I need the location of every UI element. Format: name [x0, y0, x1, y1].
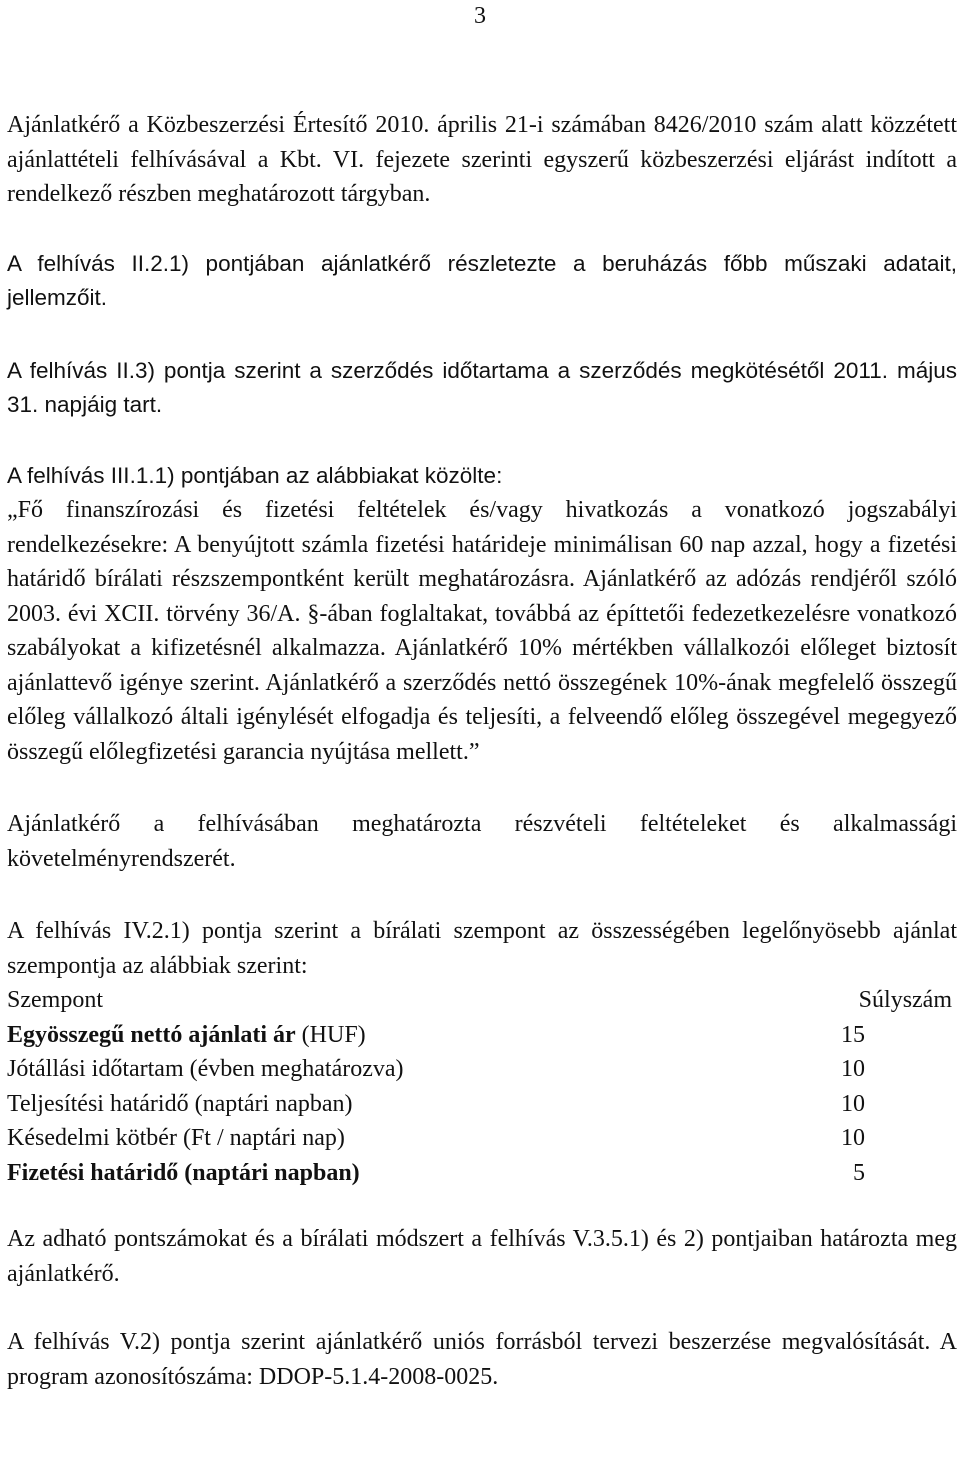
criteria-table-header [7, 983, 957, 1018]
table-row [7, 1087, 957, 1122]
paragraph-scoring-method: Az adható pontszámokat és a bírálati módszert a felhívás V.3.5.1) és 2) pontjaiban határozta meg ajánlatkérő. [7, 1226, 957, 1287]
criterion-text: (HUF) [295, 1021, 366, 1048]
weight-cell: 5 [853, 1159, 865, 1186]
criterion-text: Teljesítési határidő (naptári napban) [7, 1090, 353, 1117]
table-row [7, 1121, 957, 1156]
table-row [7, 1018, 957, 1053]
weight-cell: 15 [841, 1021, 865, 1048]
header-weight: Súlyszám [858, 987, 952, 1013]
paragraph-financing-quote: „Fő finanszírozási és fizetési feltételek és/vagy hivatkozás a vonatkozó jogszabályi rendelkezésekre: A benyújtott számla fizetési határideje minimálisan 60 nap azzal, hogy a fizetési határidő bírálati részszempontként került meghatározásra. Ajánlatkérő az adózás rendjéről szóló 2003. évi XCII. törvény 36/A. §-ában foglaltakat, továbbá az építtetői fedezetkezelésre vonatkozó szabályokat a kifizetésnél alkalmazza. Ajánlatkérő 10% mértékben vállalkozói előleget biztosít ajánlattevő igénye szerint. Ajánlatkérő a szerződés nettó összegének 10%-ának megfelelő összegű előleg vállalkozó általi igénylését elfogadja és teljesíti, a felveendő előleg összegével megegyező összegű előlegfizetési garancia nyújtása mellett.” [7, 497, 957, 765]
paragraph-technical-data: A felhívás II.2.1) pontjában ajánlatkérő részletezte a beruházás főbb műszaki adatait, jellemzőit. [7, 250, 957, 310]
paragraph-intro: Ajánlatkérő a Közbeszerzési Értesítő 2010. április 21-i számában 8426/2010 szám alatt közzétett ajánlattételi felhívásával a Kbt. VI. fejezete szerinti egyszerű közbeszerzési eljárást indított a rendelkező részben meghatározott tárgyban. [7, 112, 957, 207]
criterion-bold-text: Egyösszegű nettó ajánlati ár [7, 1021, 296, 1048]
criterion-text: Jótállási időtartam (évben meghatározva) [7, 1056, 404, 1082]
table-row [7, 1052, 957, 1087]
paragraph-evaluation-criteria: A felhívás IV.2.1) pontja szerint a bírálati szempont az összességében legelőnyösebb ajánlat szempontja az alábbiak szerint: [7, 918, 957, 979]
paragraph-financing-intro: A felhívás III.1.1) pontjában az alábbiakat közölte: [7, 462, 503, 488]
criteria-table [7, 983, 957, 1190]
paragraph-eu-funding: A felhívás V.2) pontja szerint ajánlatkérő uniós forrásból tervezi beszerzése megvalósítását. A program azonosítószáma: DDOP-5.1.4-2008-0025. [7, 1329, 957, 1390]
weight-cell: 10 [841, 1056, 865, 1082]
paragraph-contract-duration: A felhívás II.3) pontja szerint a szerződés időtartama a szerződés megkötésétől 2011. május 31. napjáig tart. [7, 357, 957, 417]
criterion-cell [7, 1087, 742, 1122]
criterion-cell [7, 1052, 742, 1087]
weight-cell: 10 [841, 1125, 865, 1151]
document-body [7, 108, 957, 1394]
header-criterion: Szempont [7, 987, 103, 1013]
page-number: 3 [474, 3, 486, 29]
criterion-cell [7, 1121, 742, 1156]
criterion-cell [7, 1018, 742, 1053]
weight-cell: 10 [841, 1090, 865, 1117]
criterion-cell [7, 1156, 742, 1191]
paragraph-requirements: Ajánlatkérő a felhívásában meghatározta részvételi feltételeket és alkalmassági követelményrendszerét. [7, 811, 957, 872]
criterion-bold-text: Fizetési határidő (naptári napban) [7, 1159, 360, 1186]
criterion-text: Késedelmi kötbér (Ft / naptári nap) [7, 1125, 345, 1151]
table-row [7, 1156, 957, 1191]
